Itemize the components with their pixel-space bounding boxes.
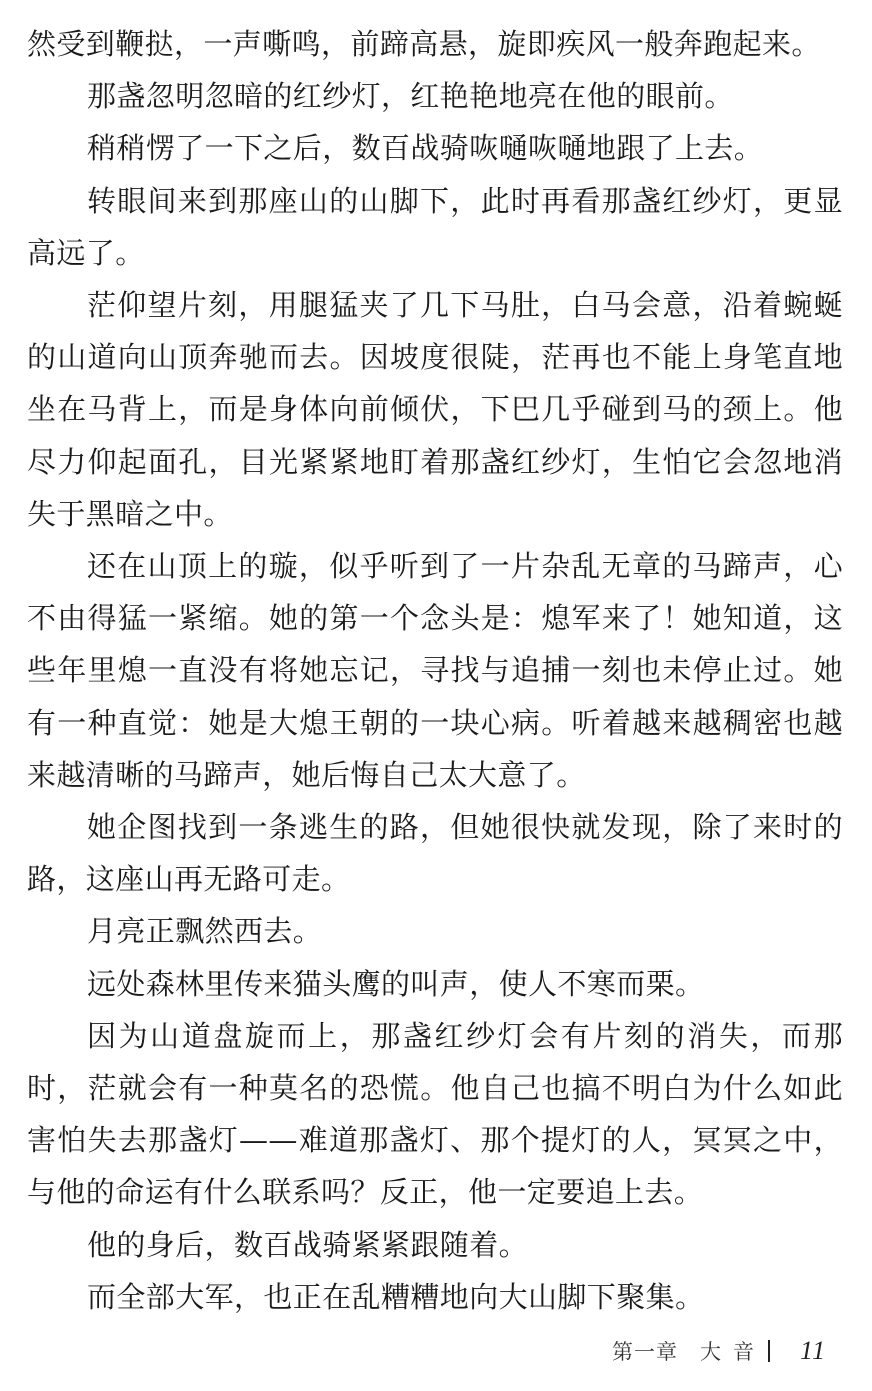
paragraph-12: 而全部大军，也正在乱糟糟地向大山脚下聚集。 [87,1279,705,1314]
page-number: 11 [800,1336,827,1365]
chapter-title: 大音 [700,1340,766,1364]
paragraph-10: 因为山道盘旋而上，那盏红纱灯会有片刻的消失，而那时，茫就会有一种莫名的恐慌。他自己也搞不明白为什么如此害怕失去那盏灯——难道那盏灯、那个提灯的人，冥冥之中，与他的命运有什么联系吗？反正，他一定要追上去。 [27,1018,843,1210]
paragraph-4: 转眼间来到那座山的山脚下，此时再看那盏红纱灯，更显高远了。 [27,183,843,270]
paragraph-1: 然受到鞭挞，一声嘶鸣，前蹄高悬，旋即疾风一般奔跑起来。 [27,27,821,61]
paragraph-9: 远处森林里传来猫头鹰的叫声，使人不寒而栗。 [87,966,705,1001]
paragraph-3: 稍稍愣了一下之后，数百战骑咴嗵咴嗵地跟了上去。 [87,131,764,166]
chapter-label: 第一章 [612,1340,678,1364]
paragraph-7: 她企图找到一条逃生的路，但她很快就发现，除了来时的路，这座山再无路可走。 [27,810,843,897]
paragraph-6: 还在山顶上的璇，似乎听到了一片杂乱无章的马蹄声，心不由得猛一紧缩。她的第一个念头是：熄军来了！她知道，这些年里熄一直没有将她忘记，寻找与追捕一刻也未停止过。她有一种直觉：她是大熄王朝的一块心病。听着越来越稠密也越来越清晰的马蹄声，她后悔自己太大意了。 [27,549,843,792]
paragraph-8: 月亮正飘然西去。 [87,914,323,949]
paragraph-11: 他的身后，数百战骑紧紧跟随着。 [87,1227,529,1262]
paragraph-5: 茫仰望片刻，用腿猛夹了几下马肚，白马会意，沿着蜿蜒的山道向山顶奔驰而去。因坡度很陡，茫再也不能上身笔直地坐在马背上，而是身体向前倾伏，下巴几乎碰到马的颈上。他尽力仰起面孔，目光紧紧地盯着那盏红纱灯，生怕它会忽地消失于黑暗之中。 [27,288,843,531]
page-body [27,18,843,1323]
footer-divider [768,1340,770,1362]
page-footer [612,1334,826,1368]
paragraph-2: 那盏忽明忽暗的红纱灯，红艳艳地亮在他的眼前。 [87,79,734,114]
